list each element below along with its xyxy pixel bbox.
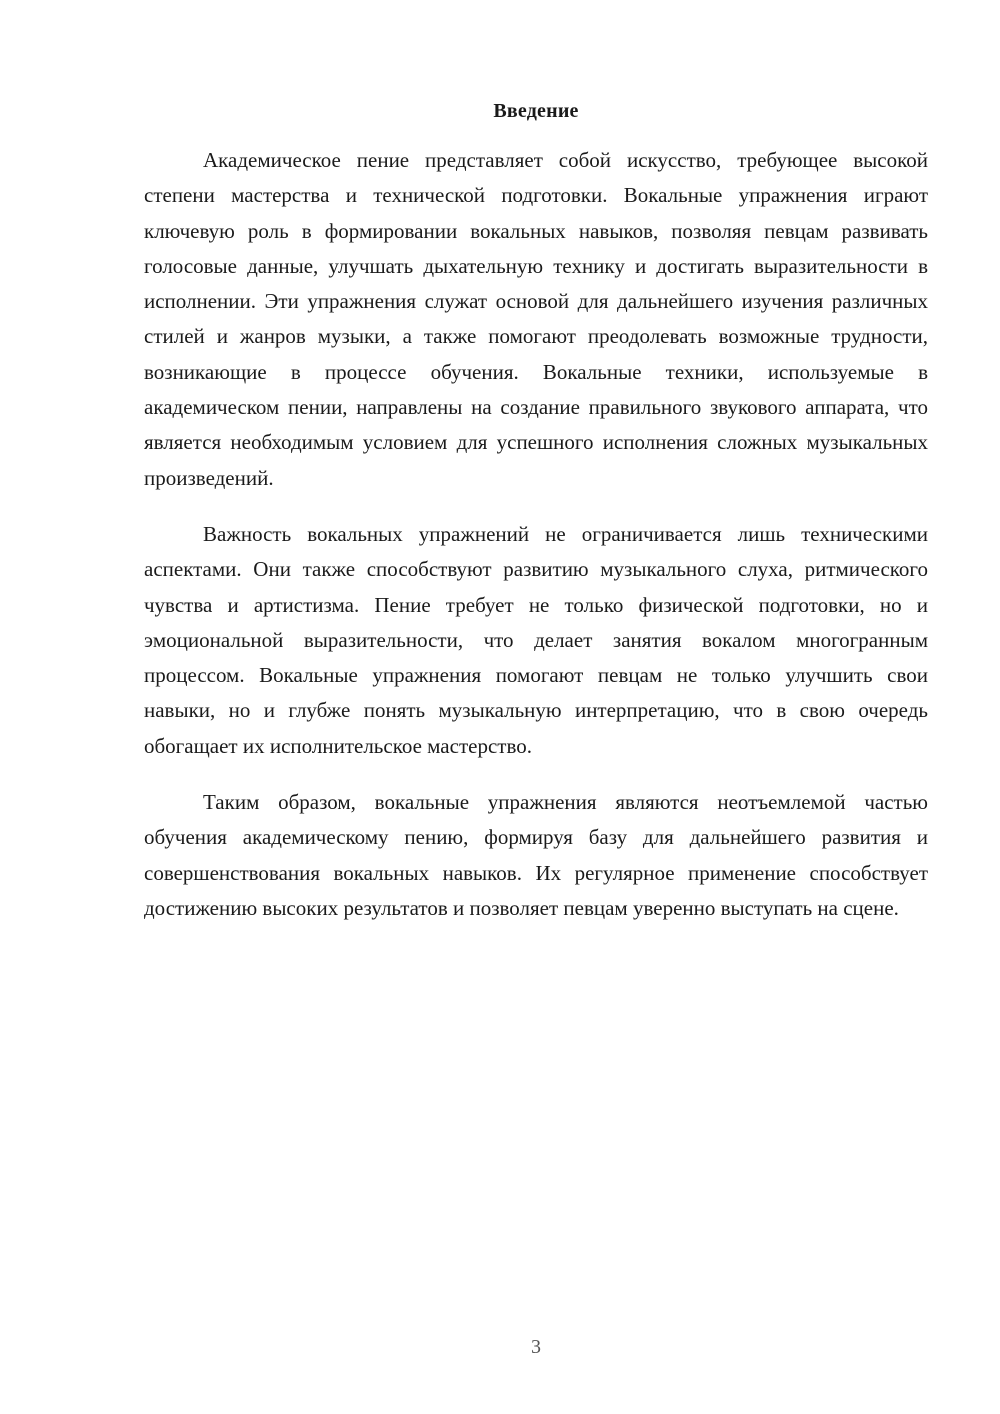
paragraph-1: Академическое пение представляет собой искусство, требующее высокой степени мастерства и технической подготовки. Вокальные упражнения играют ключевую роль в формировании вокальных навыков, позволяя певцам развивать голосовые данные, улучшать дыхательную технику и достигать выразительности в исполнении. Эти упражнения служат основой для дальнейшего изучения различных стилей и жанров музыки, а также помогают преодолевать возможные трудности, возникающие в процессе обучения. Вокальные техники, используемые в академическом пении, направлены на создание правильного звукового аппарата, что является необходимым условием для успешного исполнения сложных музыкальных произведений.: [144, 148, 928, 490]
body-text: [144, 143, 928, 926]
paragraph-3: Таким образом, вокальные упражнения являются неотъемлемой частью обучения академическому пению, формируя базу для дальнейшего развития и совершенствования вокальных навыков. Их регулярное применение способствует достижению высоких результатов и позволяет певцам уверенно выступать на сцене.: [144, 790, 928, 920]
page-number: 3: [531, 1336, 541, 1358]
section-heading: Введение: [493, 100, 579, 122]
paragraph-2: Важность вокальных упражнений не ограничивается лишь техническими аспектами. Они также способствуют развитию музыкального слуха, ритмического чувства и артистизма. Пение требует не только физической подготовки, но и эмоциональной выразительности, что делает занятия вокалом многогранным процессом. Вокальные упражнения помогают певцам не только улучшить свои навыки, но и глубже понять музыкальную интерпретацию, что в свою очередь обогащает их исполнительское мастерство.: [144, 521, 928, 758]
